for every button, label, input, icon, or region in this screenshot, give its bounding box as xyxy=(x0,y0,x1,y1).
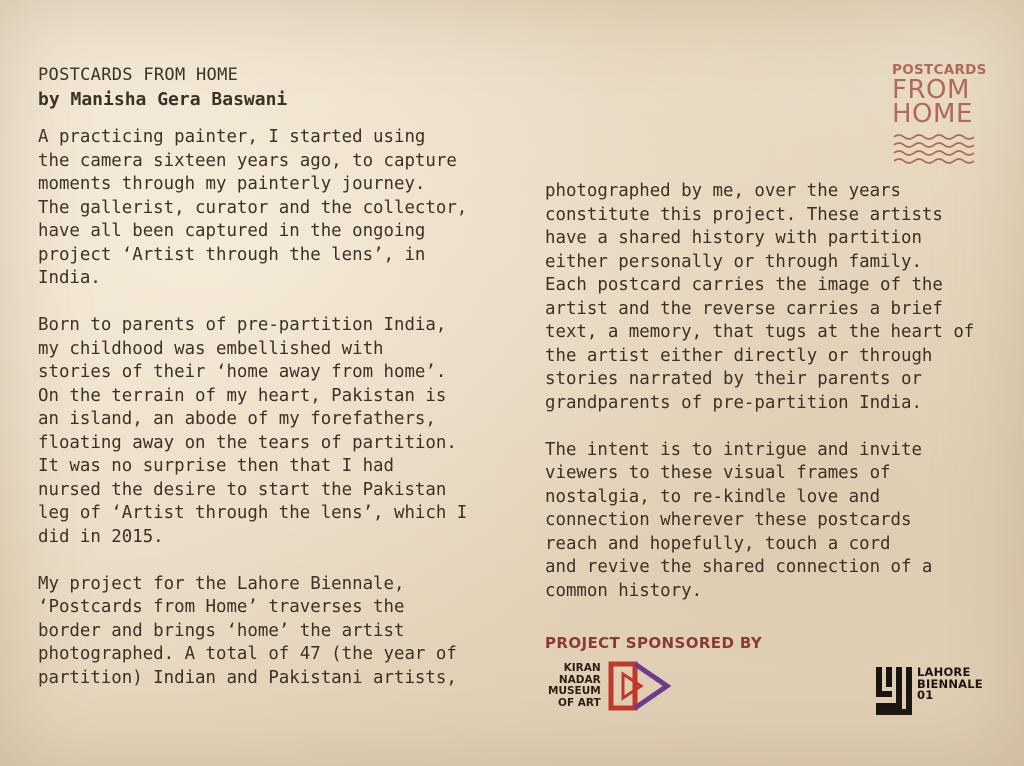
left-column xyxy=(38,64,498,714)
knma-mark-icon xyxy=(607,660,677,712)
wave-lines-icon xyxy=(892,132,982,166)
postcards-from-home-logo xyxy=(892,62,988,166)
logo-small-text: POSTCARDS xyxy=(892,62,987,78)
knma-logo xyxy=(548,660,677,712)
lahore-biennale-logo xyxy=(876,667,983,715)
logo-line-2: HOME xyxy=(892,99,973,129)
lahore-biennale-wordmark: LAHORE BIENNALE 01 xyxy=(917,665,983,702)
lahore-biennale-mark-icon xyxy=(876,667,912,715)
right-column xyxy=(545,180,1005,627)
logo-line-1: FROM xyxy=(892,75,970,105)
sponsor-label: PROJECT SPONSORED BY xyxy=(545,634,763,652)
paragraph-5: The intent is to intrigue and invite viewers to these visual frames of nostalgia, to re-kindle love and connection wherever these postcards reach and hopefully, touch a cord and revive the shared connection of a common history. xyxy=(545,439,933,601)
paragraph-1: A practicing painter, I started using the camera sixteen years ago, to capture moments through my painterly journey. The gallerist, curator and the collector, have all been captured in the ongoing project ‘Artist through the lens’, in India. xyxy=(38,127,468,288)
page-title: POSTCARDS FROM HOME xyxy=(38,65,239,85)
knma-wordmark: KIRAN NADAR MUSEUM OF ART xyxy=(548,662,601,709)
author-byline: by Manisha Gera Baswani xyxy=(38,89,288,110)
paragraph-4: photographed by me, over the years constitute this project. These artists have a shared history with partition either personally or through family. Each postcard carries the image of the artist and the reverse carries a brief text, a memory, that tugs at the heart of the artist either directly or through stories narrated by their parents or grandparents of pre-partition India. xyxy=(545,181,975,413)
paragraph-2: Born to parents of pre-partition India, my childhood was embellished with stories of their ‘home away from home’. On the terrain of my heart, Pakistan is an island, an abode of my forefathers, floating away on the tears of partition. It was no surprise then that I had nursed the desire to start the Pakistan leg of ‘Artist through the lens’, which I did in 2015. xyxy=(38,315,468,547)
paragraph-3: My project for the Lahore Biennale, ‘Postcards from Home’ traverses the border and brings ‘home’ the artist photographed. A total of 47 (the year of partition) Indian and Pakistani artists, xyxy=(38,573,457,688)
